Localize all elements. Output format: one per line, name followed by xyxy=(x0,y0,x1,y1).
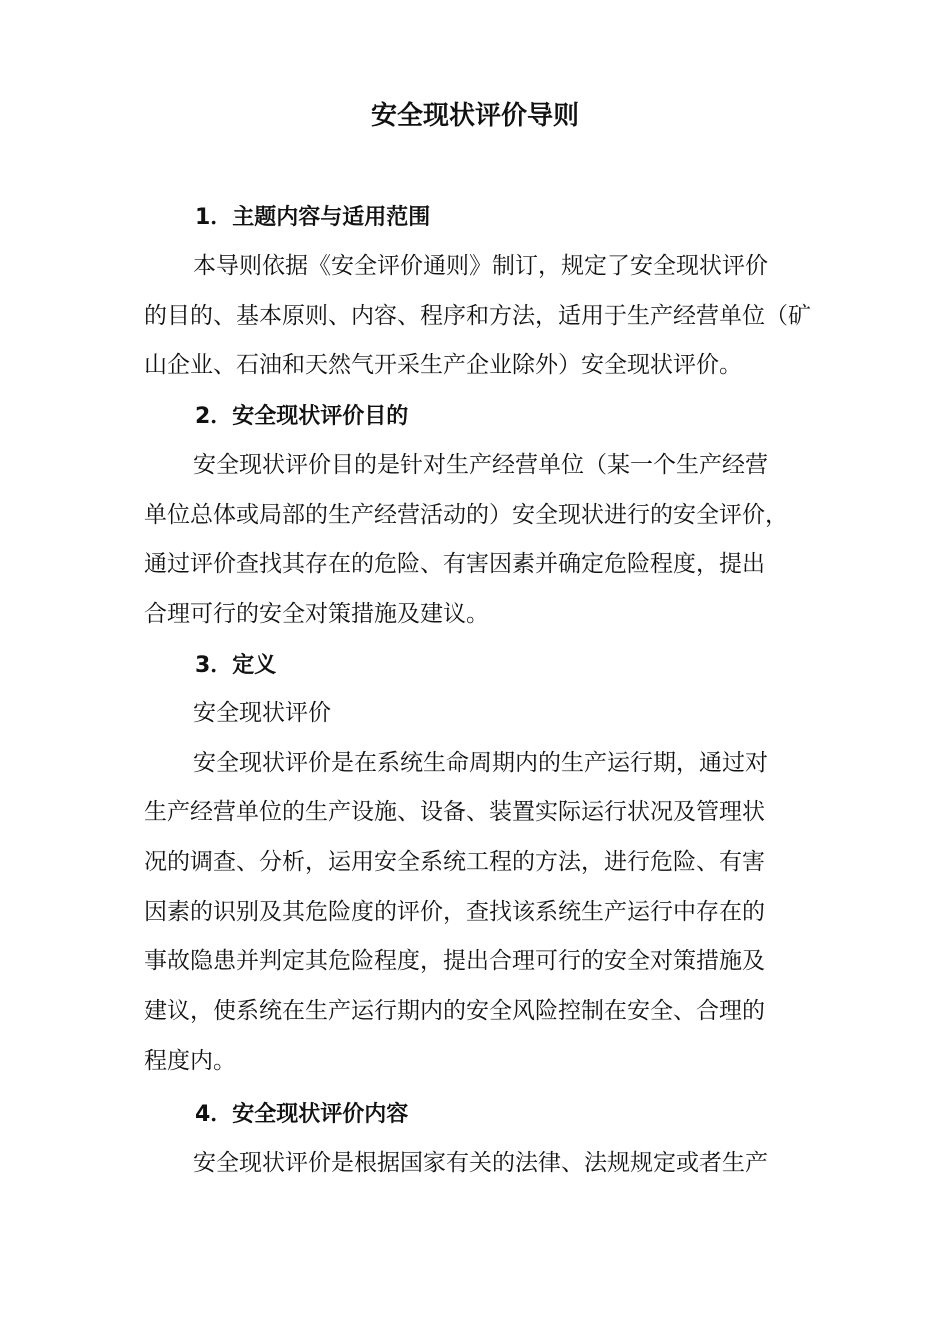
section-3-line-5: 事故隐患并判定其危险程度，提出合理可行的安全对策措施及 xyxy=(144,948,765,974)
section-1-heading: 1．主题内容与适用范围 xyxy=(195,205,431,230)
section-2-line-4: 合理可行的安全对策措施及建议。 xyxy=(144,601,489,627)
section-3-line-1: 安全现状评价是在系统生命周期内的生产运行期，通过对 xyxy=(193,750,768,776)
section-3-line-2: 生产经营单位的生产设施、设备、装置实际运行状况及管理状 xyxy=(144,799,765,825)
section-4-line-1: 安全现状评价是根据国家有关的法律、法规规定或者生产 xyxy=(193,1150,768,1176)
section-2-line-3: 通过评价查找其存在的危险、有害因素并确定危险程度，提出 xyxy=(144,551,765,577)
section-1-line-3: 山企业、石油和天然气开采生产企业除外）安全现状评价。 xyxy=(144,352,742,378)
section-3-subheading: 安全现状评价 xyxy=(193,700,331,726)
section-1-line-1: 本导则依据《安全评价通则》制订，规定了安全现状评价 xyxy=(193,253,768,279)
section-3-line-4: 因素的识别及其危险度的评价，查找该系统生产运行中存在的 xyxy=(144,899,765,925)
section-3-line-6: 建议，使系统在生产运行期内的安全风险控制在安全、合理的 xyxy=(144,998,765,1024)
section-2-heading: 2．安全现状评价目的 xyxy=(195,404,409,429)
section-4-heading: 4．安全现状评价内容 xyxy=(195,1102,409,1127)
document-title: 安全现状评价导则 xyxy=(370,101,579,131)
section-2-line-1: 安全现状评价目的是针对生产经营单位（某一个生产经营 xyxy=(193,452,768,478)
section-3-line-3: 况的调查、分析，运用安全系统工程的方法，进行危险、有害 xyxy=(144,849,765,875)
section-1-line-2: 的目的、基本原则、内容、程序和方法，适用于生产经营单位（矿 xyxy=(144,303,811,329)
section-2-line-2: 单位总体或局部的生产经营活动的）安全现状进行的安全评价， xyxy=(144,502,788,528)
section-3-line-7: 程度内。 xyxy=(144,1048,236,1074)
section-3-heading: 3．定义 xyxy=(195,653,277,678)
